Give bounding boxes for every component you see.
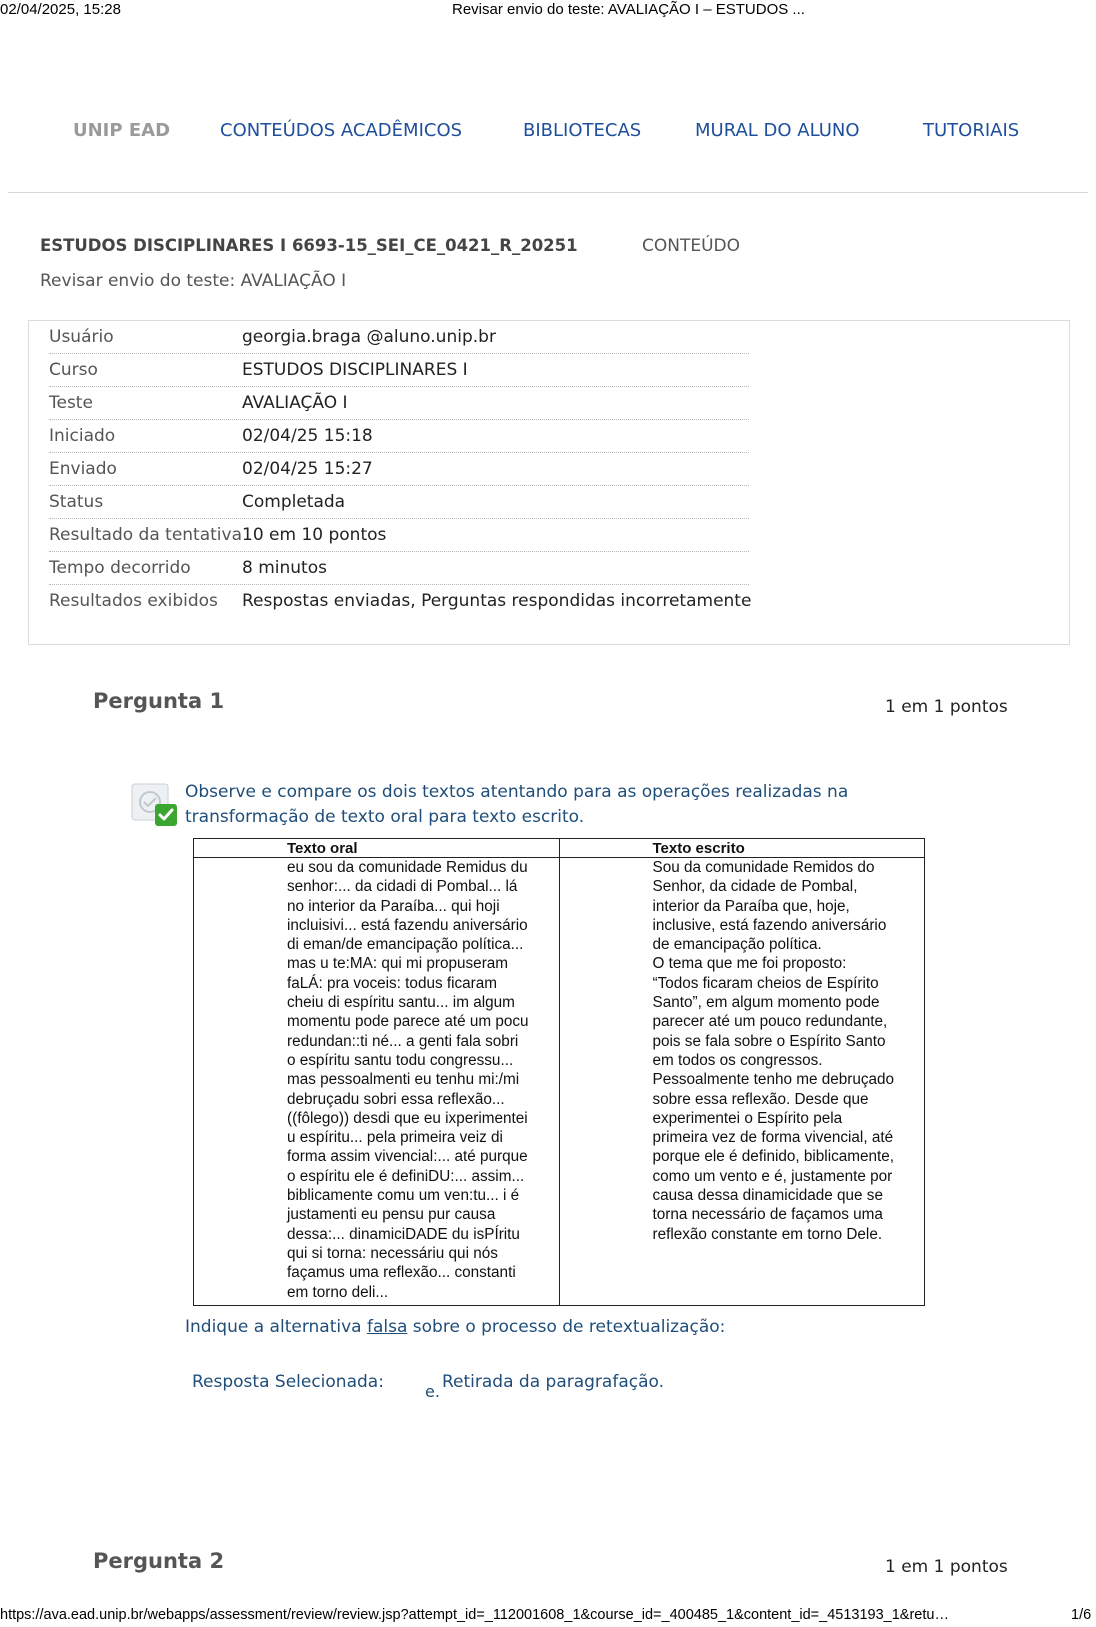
- detail-label: Enviado: [49, 459, 117, 479]
- question-2-points: 1 em 1 pontos: [885, 1557, 1008, 1577]
- detail-value-started: 02/04/25 15:18: [242, 426, 373, 446]
- prompt-after: sobre o processo de retextualização:: [407, 1317, 726, 1337]
- attempt-details-panel: [28, 320, 1070, 645]
- print-datetime: 02/04/2025, 15:28: [0, 1, 121, 18]
- detail-value-course: ESTUDOS DISCIPLINARES I: [242, 360, 468, 380]
- detail-row-teste: [49, 387, 749, 420]
- detail-value-results-shown: Respostas enviadas, Perguntas respondidas incorretamente: [242, 591, 752, 611]
- print-footer-url: https://ava.ead.unip.br/webapps/assessment/review/review.jsp?attempt_id=_112001608_1&course_id=_400485_1&content_id=_4513193_1&retu…: [0, 1607, 949, 1623]
- selected-answer-label: Resposta Selecionada:: [192, 1372, 384, 1392]
- nav-brand-unip-ead[interactable]: UNIP EAD: [73, 120, 171, 141]
- print-page-number: 1/6: [1071, 1607, 1092, 1623]
- breadcrumb: Revisar envio do teste: AVALIAÇÃO I: [40, 271, 347, 291]
- selected-answer-text: Retirada da paragrafação.: [442, 1372, 665, 1392]
- detail-label: Curso: [49, 360, 98, 380]
- print-page-title: Revisar envio do teste: AVALIAÇÃO I – ESTUDOS ...: [452, 1, 805, 18]
- detail-value-elapsed: 8 minutos: [242, 558, 327, 578]
- table-header-oral: Texto oral: [194, 839, 560, 858]
- detail-label: Resultado da tentativa: [49, 525, 243, 545]
- detail-label: Usuário: [49, 327, 114, 347]
- detail-label: Tempo decorrido: [49, 558, 191, 578]
- question-1-prompt: [185, 1315, 725, 1340]
- question-1-text-line-1: Observe e compare os dois textos atentando para as operações realizadas na: [185, 782, 849, 802]
- detail-row-iniciado: [49, 420, 749, 453]
- question-1-text-line-2: transformação de texto oral para texto escrito.: [185, 807, 585, 827]
- detail-value-score: 10 em 10 pontos: [242, 525, 387, 545]
- prompt-before: Indique a alternativa: [185, 1317, 367, 1337]
- course-title: ESTUDOS DISCIPLINARES I 6693-15_SEI_CE_0421_R_20251: [40, 236, 578, 255]
- written-text-cell: Sou da comunidade Remidos do Senhor, da cidade de Pombal, interior da Paraíba que, hoje, inclusive, está fazendo aniversário de emancipação política. O tema que me foi proposto: “Todos ficaram cheios de Espírito Santo”, em algum momento pode parecer até um pouco redundante, pois se fala sobre o Espírito Santo em todos os congressos. Pessoalmente tenho me debruçado sobre essa reflexão. Desde que experimentei o Espírito pela primeira vez de forma vivencial, até porque ele é definido, biblicamente, como um vento e é, justamente por causa dessa dinamicidade que se torna necessário de façamos uma reflexão constante em torno Dele.: [652, 859, 895, 1243]
- nav-conteudos-academicos[interactable]: CONTEÚDOS ACADÊMICOS: [220, 120, 463, 141]
- detail-label: Iniciado: [49, 426, 116, 446]
- detail-value-submitted: 02/04/25 15:27: [242, 459, 373, 479]
- detail-row-resultados-exibidos: [49, 585, 752, 617]
- table-header-written: Texto escrito: [559, 839, 925, 858]
- detail-label: Teste: [49, 393, 93, 413]
- oral-text-cell: eu sou da comunidade Remidus du senhor:... da cidadi di Pombal... lá no interior da Paraíba... qui hoji incluisivi... está fazendu aniversário di eman/de emancipação política... mas u te:MA: qui mi propuseram faLÁ: pra voceis: todus ficaram cheiu di espíritu santu... im algum momentu pode parece até um pocu redundan::ti né... a genti fala sobri o espíritu santu todu congressu... mas pessoalmenti eu tenhu mi:/mi debruçadu sobri essa reflexão... ((fôlego)) desdi que eu ixperimentei u espíritu... pela primeira veiz di forma assim vivencial:... até purque o espíritu ele é definiDU:... assim... biblicamente comu um ven:tu... i é justamenti eu pensu pur causa dessa:... dinamiciDADE du isPÍritu qui si torna: necessáriu qui nós façamus uma reflexão... constanti em torno deli...: [287, 859, 529, 1301]
- detail-row-usuario: [49, 321, 749, 354]
- detail-value-status: Completada: [242, 492, 346, 512]
- comparison-table: [193, 838, 925, 1306]
- nav-mural-do-aluno[interactable]: MURAL DO ALUNO: [695, 120, 860, 141]
- detail-row-tempo: [49, 552, 749, 585]
- question-1-title: Pergunta 1: [93, 689, 225, 713]
- prompt-underlined-word: falsa: [366, 1317, 408, 1337]
- nav-tutoriais[interactable]: TUTORIAIS: [923, 120, 1020, 141]
- detail-value-test: AVALIAÇÃO I: [242, 393, 348, 413]
- detail-label: Resultados exibidos: [49, 591, 218, 611]
- correct-answer-icon: [131, 782, 178, 828]
- content-link[interactable]: CONTEÚDO: [642, 236, 741, 256]
- detail-row-resultado: [49, 519, 749, 552]
- question-1-points: 1 em 1 pontos: [885, 697, 1008, 717]
- detail-label: Status: [49, 492, 104, 512]
- detail-row-curso: [49, 354, 749, 387]
- nav-bibliotecas[interactable]: BIBLIOTECAS: [523, 120, 642, 141]
- detail-row-status: [49, 486, 749, 519]
- detail-row-enviado: [49, 453, 749, 486]
- nav-divider: [8, 192, 1088, 193]
- question-2-title: Pergunta 2: [93, 1549, 225, 1573]
- selected-answer-letter: e.: [425, 1382, 440, 1401]
- detail-value-user: georgia.braga @aluno.unip.br: [242, 327, 496, 347]
